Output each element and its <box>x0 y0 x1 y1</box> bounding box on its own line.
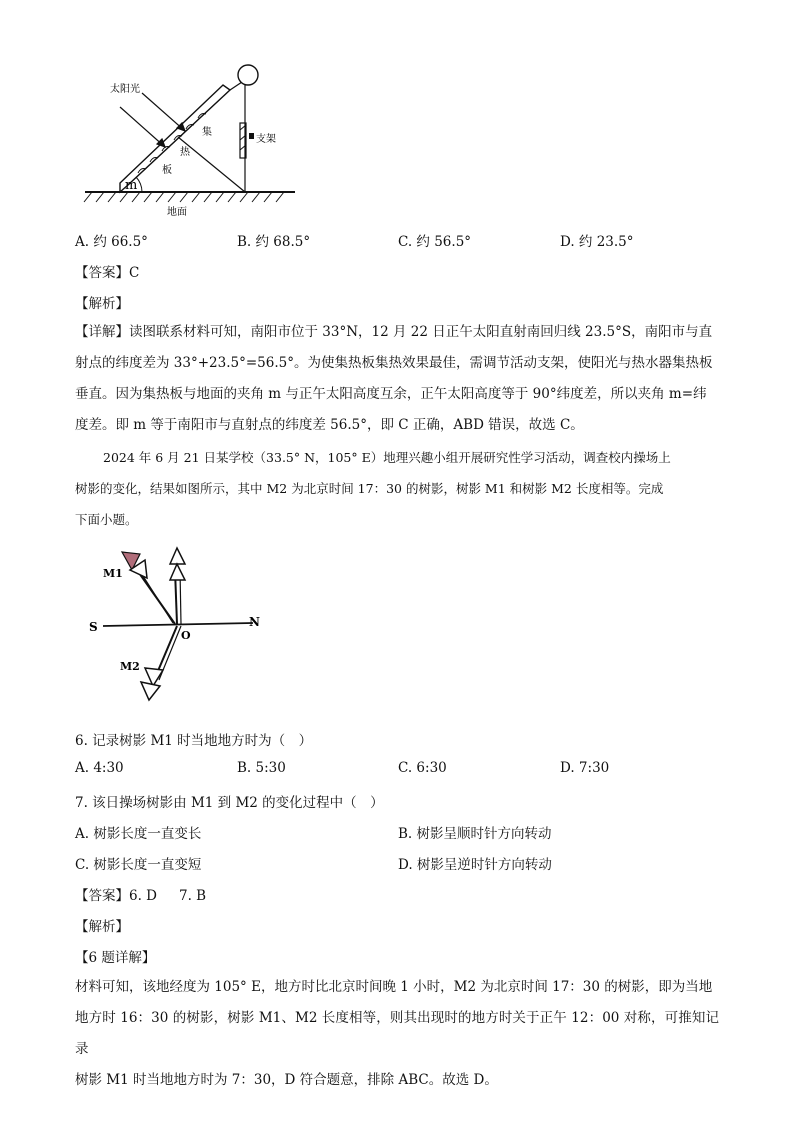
answer-6: 6. D <box>129 888 157 904</box>
m2-label: M2 <box>120 660 140 673</box>
q5-option-d: D. 约 23.5° <box>560 234 634 250</box>
q6-detail-line: 树影 M1 时当地地方时为 7：30，D 符合题意，排除 ABC。故选 D。 <box>75 1072 498 1088</box>
ground-label: 地面 <box>167 207 187 218</box>
material-line: 树影的变化，结果如图所示，其中 M2 为北京时间 17：30 的树影，树影 M1 和树影 M2 长度相等。完成 <box>75 481 664 496</box>
q5-option-c: C. 约 56.5° <box>398 234 472 250</box>
material-line: 下面小题。 <box>75 512 138 527</box>
q7-option-a: A. 树影长度一直变长 <box>75 826 202 842</box>
south-label: S <box>89 620 98 634</box>
q6-option-c: C. 6:30 <box>398 760 447 776</box>
q7-option-b: B. 树影呈顺时针方向转动 <box>398 826 552 842</box>
q7-option-c: C. 树影长度一直变短 <box>75 857 202 873</box>
q7-option-d: D. 树影呈逆时针方向转动 <box>398 857 552 873</box>
bracket-label: 支架 <box>256 134 276 145</box>
q7-stem: 7. 该日操场树影由 M1 到 M2 的变化过程中（ ） <box>75 795 384 811</box>
origin-label: O <box>181 629 191 642</box>
m1-label: M1 <box>103 567 123 580</box>
q6-detail <box>75 972 719 1096</box>
solar-heater-figure <box>80 55 300 220</box>
answers-label: 【答案】 <box>75 888 129 904</box>
angle-label: m <box>125 178 138 193</box>
q6-option-d: D. 7:30 <box>560 760 610 776</box>
q6-detail-title: 【6 题详解】 <box>75 950 156 966</box>
panel-char-3: 板 <box>162 165 172 176</box>
tree-shadow-figure <box>85 540 275 710</box>
q5-option-b: B. 约 68.5° <box>237 234 311 250</box>
q6-stem: 6. 记录树影 M1 时当地地方时为（ ） <box>75 733 313 749</box>
q6-detail-line: 地方时 16：30 的树影，树影 M1、M2 长度相等，则其出现时的地方时关于正午 12：00 对称，可推知记录 <box>75 1010 719 1057</box>
q5-answer: 【答案】C <box>75 265 140 281</box>
answers-row <box>75 884 206 904</box>
analysis2-title: 【解析】 <box>75 919 129 935</box>
panel-char-2: 热 <box>180 147 190 158</box>
q6-detail-line: 材料可知，该地经度为 105° E，地方时比北京时间晚 1 小时，M2 为北京时间 17：30 的树影，即为当地 <box>75 979 713 995</box>
q5-detail <box>75 317 719 441</box>
panel-char-1: 集 <box>202 127 212 138</box>
north-label: N <box>249 615 260 629</box>
answer-7: 7. B <box>179 888 207 904</box>
q6-option-b: B. 5:30 <box>237 760 286 776</box>
q5-option-a: A. 约 66.5° <box>75 234 148 250</box>
q5-detail-line: 射点的纬度差为 33°+23.5°=56.5°。为使集热板集热效果最佳，需调节活动支架，使阳光与热水器集热板 <box>75 355 713 371</box>
sunlight-label: 太阳光 <box>110 84 140 95</box>
material-line: 2024 年 6 月 21 日某学校（33.5° N，105° E）地理兴趣小组开展研究性学习活动，调查校内操场上 <box>103 450 671 465</box>
q5-detail-line: 度差。即 m 等于南阳市与直射点的纬度差 56.5°，即 C 正确，ABD 错误，故选 C。 <box>75 417 584 433</box>
q6-option-a: A. 4:30 <box>75 760 124 776</box>
q5-detail-line: 【详解】读图联系材料可知，南阳市位于 33°N，12 月 22 日正午太阳直射南回归线 23.5°S，南阳市与直 <box>75 324 713 340</box>
q5-analysis-title: 【解析】 <box>75 296 129 312</box>
material-text <box>75 442 719 535</box>
q5-detail-line: 垂直。因为集热板与地面的夹角 m 与正午太阳高度互余，正午太阳高度等于 90°纬度差，所以夹角 m=纬 <box>75 386 707 402</box>
